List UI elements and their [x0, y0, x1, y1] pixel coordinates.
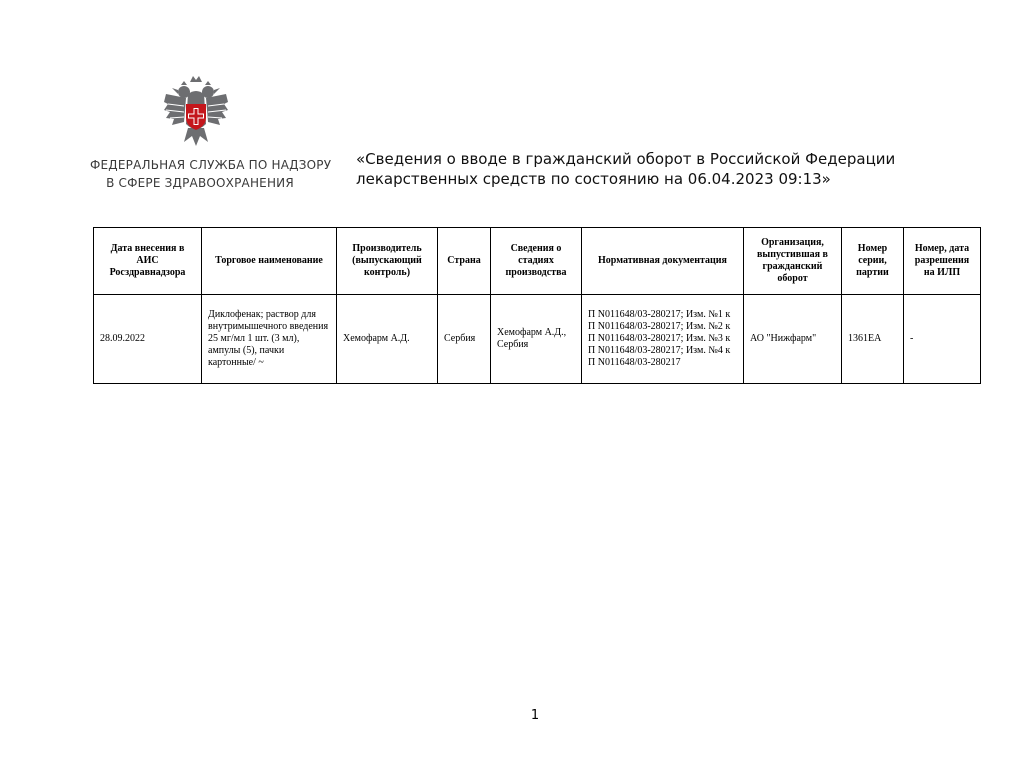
cell-trade-name: Диклофенак; раствор для внутримышечного введения 25 мг/мл 1 шт. (3 мл), ампулы (5), пачки картонные/ ~ [202, 295, 337, 384]
roszdravnadzor-emblem-icon [160, 74, 232, 148]
cell-manufacturer: Хемофарм А.Д. [337, 295, 438, 384]
drug-circulation-table [93, 227, 981, 384]
page-number: 1 [530, 708, 540, 723]
table-header-row [94, 228, 981, 295]
document-title-line1: «Сведения о вводе в гражданский оборот в Российской Федерации [356, 150, 896, 168]
column-header-trade-name: Торговое наименование [202, 228, 337, 295]
cell-releasing-organization: АО "Нижфарм" [744, 295, 842, 384]
column-header-batch-number: Номер серии, партии [842, 228, 904, 295]
cell-country: Сербия [438, 295, 491, 384]
column-header-production-stages: Сведения о стадиях производства [491, 228, 582, 295]
organization-name-line1: ФЕДЕРАЛЬНАЯ СЛУЖБА ПО НАДЗОРУ [90, 158, 332, 172]
document-title-line2: лекарственных средств по состоянию на 06.04.2023 09:13» [356, 170, 831, 188]
column-header-date: Дата внесения в АИС Росздравнадзора [94, 228, 202, 295]
cell-batch-number: 1361EA [842, 295, 904, 384]
cell-date: 28.09.2022 [94, 295, 202, 384]
cell-ilp-permit: - [904, 295, 981, 384]
column-header-releasing-organization: Организация, выпустившая в гражданский оборот [744, 228, 842, 295]
cell-normative-docs: П N011648/03-280217; Изм. №1 к П N011648/03-280217; Изм. №2 к П N011648/03-280217; Изм. №3 к П N011648/03-280217; Изм. №4 к П N011648/03-280217 [582, 295, 744, 384]
column-header-ilp-permit: Номер, дата разрешения на ИЛП [904, 228, 981, 295]
column-header-manufacturer: Производитель (выпускающий контроль) [337, 228, 438, 295]
column-header-country: Страна [438, 228, 491, 295]
organization-name-line2: В СФЕРЕ ЗДРАВООХРАНЕНИЯ [106, 176, 294, 190]
organization-name [90, 156, 332, 192]
document-title [356, 149, 916, 189]
column-header-normative-docs: Нормативная документация [582, 228, 744, 295]
cell-production-stages: Хемофарм А.Д., Сербия [491, 295, 582, 384]
table-row [94, 295, 981, 384]
